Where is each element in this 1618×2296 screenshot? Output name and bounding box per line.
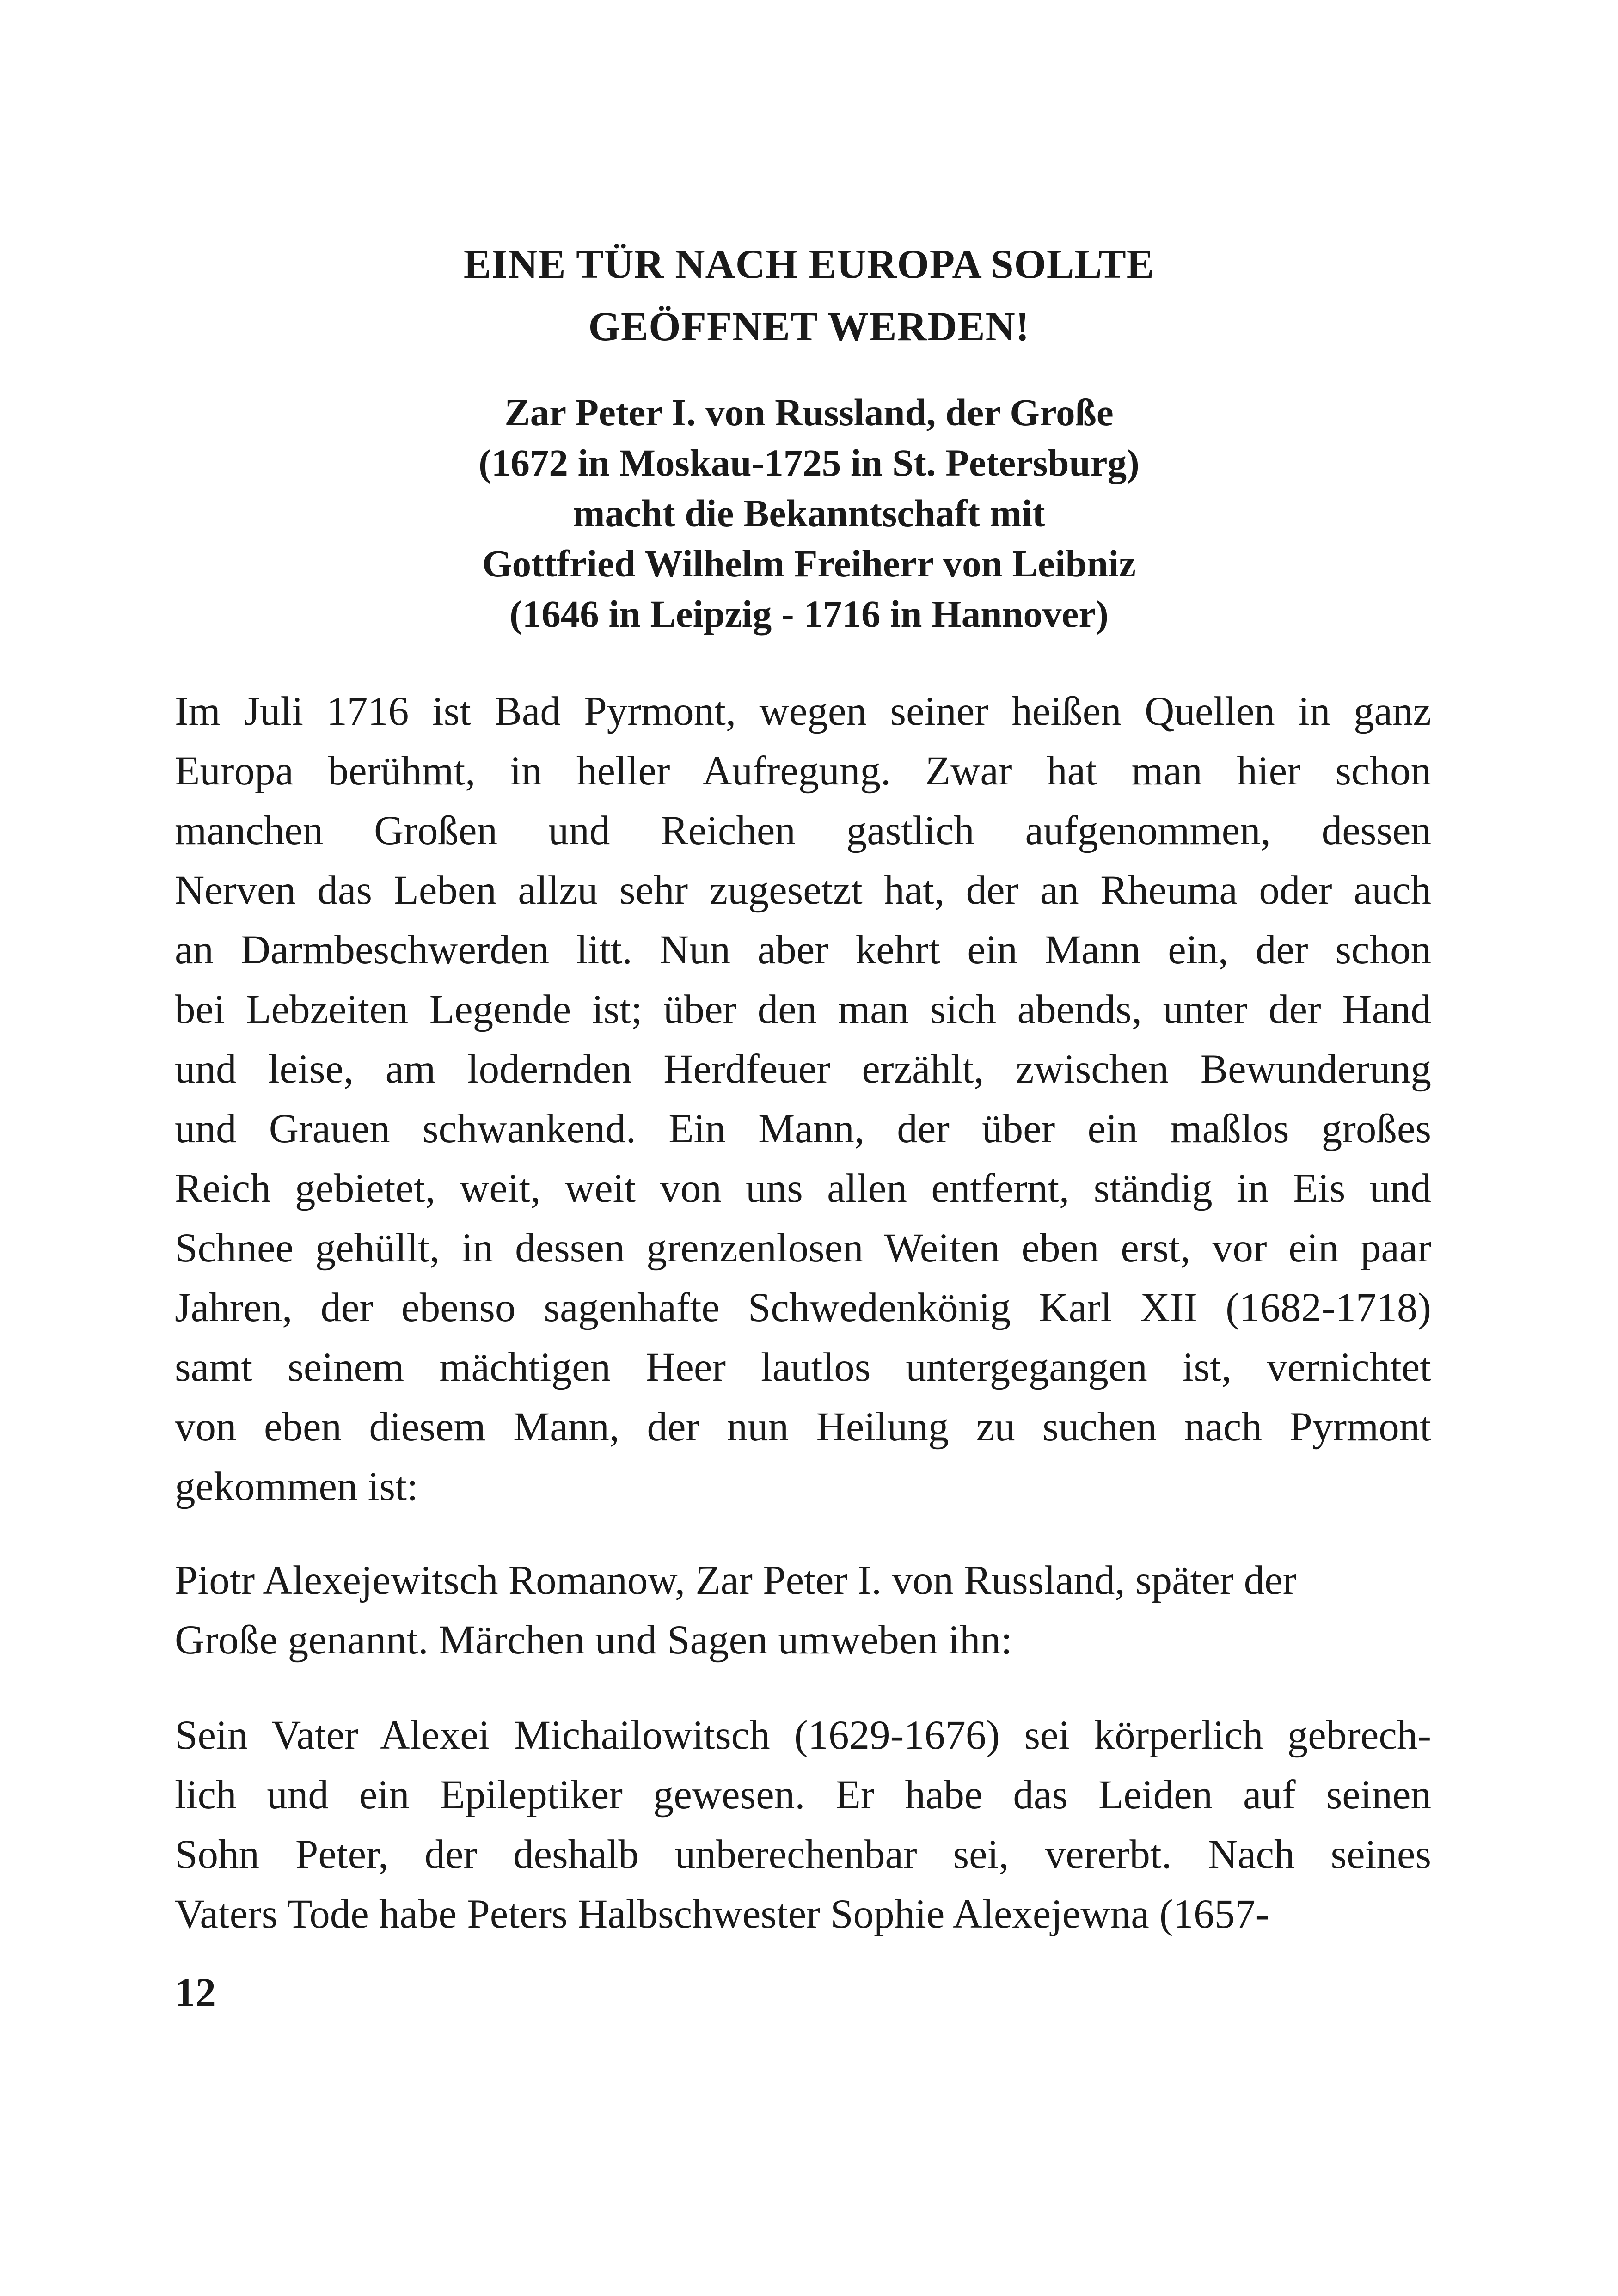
body-paragraph	[175, 682, 1431, 1517]
paragraph-line: bei Lebzeiten Legende ist; über den man sich abends, unter der Hand	[175, 987, 1431, 1032]
paragraph-line: Sein Vater Alexei Michailowitsch (1629-1676) sei körperlich gebrech-	[175, 1713, 1431, 1758]
paragraph-line: Schnee gehüllt, in dessen grenzenlosen Weiten eben erst, vor ein paar	[175, 1225, 1431, 1271]
chapter-title	[176, 233, 1442, 358]
paragraph-line: Reich gebietet, weit, weit von uns allen entfernt, ständig in Eis und	[175, 1166, 1431, 1211]
chapter-subtitle	[176, 387, 1442, 639]
paragraph-line: Piotr Alexejewitsch Romanow, Zar Peter I. von Russland, später der	[175, 1558, 1297, 1603]
chapter-title-line: GEÖFFNET WERDEN!	[588, 304, 1030, 349]
chapter-subtitle-line: (1672 in Moskau-1725 in St. Petersburg)	[478, 441, 1140, 484]
paragraph-line: Im Juli 1716 ist Bad Pyrmont, wegen seiner heißen Quellen in ganz	[175, 689, 1431, 734]
chapter-subtitle-line: macht die Bekanntschaft mit	[573, 492, 1045, 534]
paragraph-line: Große genannt. Märchen und Sagen umweben ihn:	[175, 1617, 1012, 1663]
paragraph-line: lich und ein Epileptiker gewesen. Er habe das Leiden auf seinen	[175, 1772, 1431, 1818]
body-paragraph	[175, 1706, 1431, 1944]
body-paragraph	[175, 1551, 1431, 1670]
page-number: 12	[175, 1970, 216, 2015]
paragraph-line: Vaters Tode habe Peters Halbschwester Sophie Alexejewna (1657-	[175, 1892, 1269, 1937]
chapter-subtitle-line: Zar Peter I. von Russland, der Große	[504, 391, 1114, 434]
paragraph-line: Sohn Peter, der deshalb unberechenbar sei, vererbt. Nach seines	[175, 1832, 1431, 1877]
paragraph-line: gekommen ist:	[175, 1464, 418, 1509]
paragraph-line: von eben diesem Mann, der nun Heilung zu suchen nach Pyrmont	[175, 1404, 1431, 1450]
paragraph-line: an Darmbeschwerden litt. Nun aber kehrt ein Mann ein, der schon	[175, 927, 1431, 973]
paragraph-line: und leise, am lodernden Herdfeuer erzählt, zwischen Bewunderung	[175, 1047, 1431, 1092]
chapter-subtitle-line: (1646 in Leipzig - 1716 in Hannover)	[509, 593, 1109, 635]
chapter-subtitle-line: Gottfried Wilhelm Freiherr von Leibniz	[482, 542, 1136, 585]
paragraph-line: und Grauen schwankend. Ein Mann, der über ein maßlos großes	[175, 1106, 1431, 1151]
chapter-title-line: EINE TÜR NACH EUROPA SOLLTE	[463, 242, 1155, 287]
paragraph-line: Jahren, der ebenso sagenhafte Schwedenkönig Karl XII (1682-1718)	[175, 1285, 1431, 1330]
paragraph-line: samt seinem mächtigen Heer lautlos untergegangen ist, vernichtet	[175, 1345, 1431, 1390]
paragraph-line: Europa berühmt, in heller Aufregung. Zwar hat man hier schon	[175, 748, 1431, 794]
paragraph-line: Nerven das Leben allzu sehr zugesetzt hat, der an Rheuma oder auch	[175, 868, 1431, 913]
paragraph-line: manchen Großen und Reichen gastlich aufgenommen, dessen	[175, 808, 1431, 853]
